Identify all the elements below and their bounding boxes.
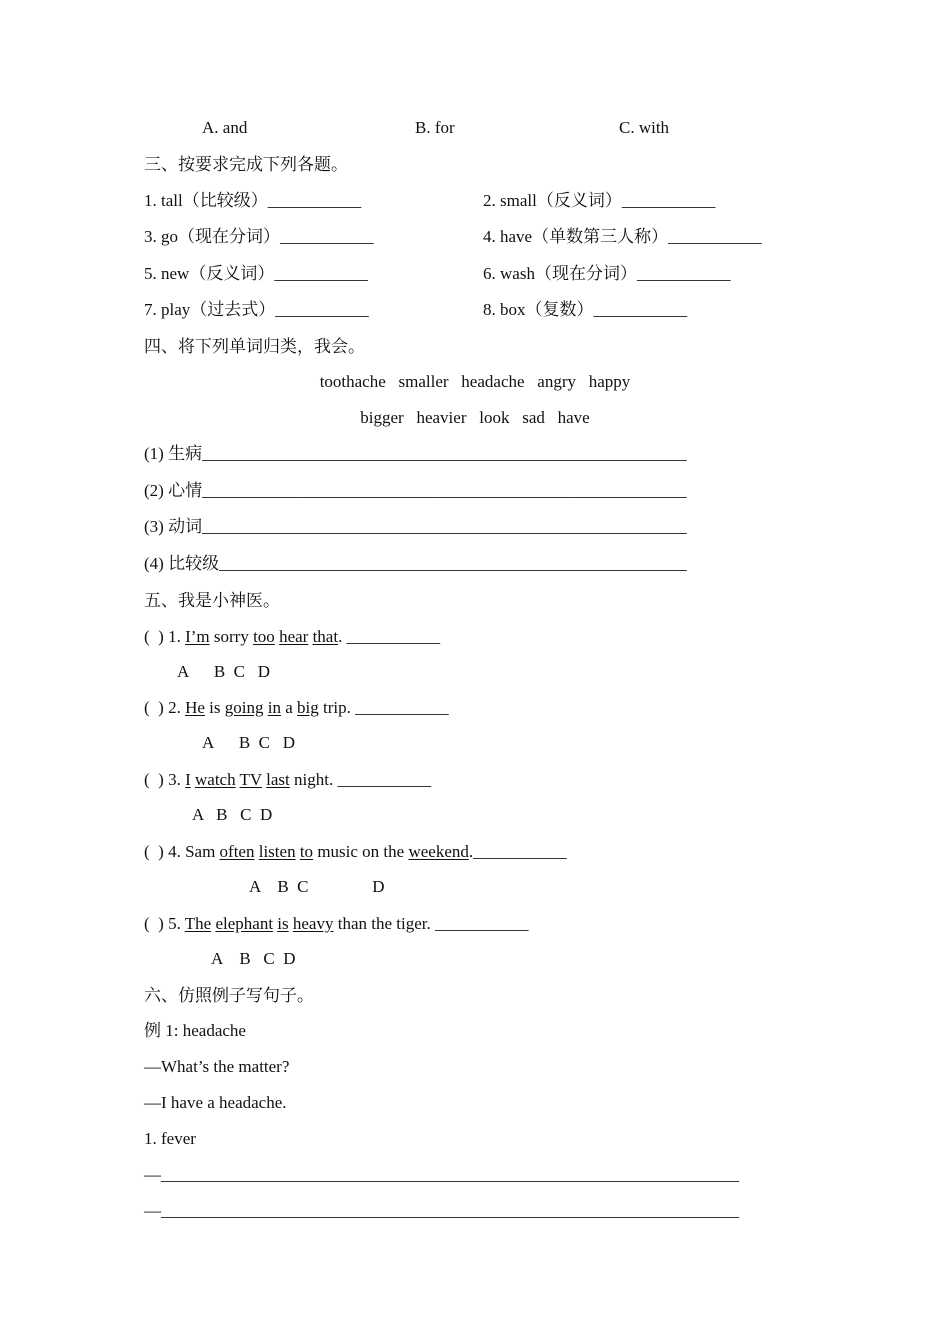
section6-title: 六、仿照例子写句子。 xyxy=(144,986,314,1005)
question-2-labels: A B C D xyxy=(202,733,296,752)
option-b: B. for xyxy=(415,118,455,137)
example-question: —What’s the matter? xyxy=(144,1057,290,1076)
section3-item-6: 6. wash（现在分词）___________ xyxy=(483,264,731,283)
word-bank-line-2: bigger heavier look sad have xyxy=(360,408,590,427)
category-comparative: (4) 比较级_______________________________________________________ xyxy=(144,554,687,573)
example-label: 例 1: headache xyxy=(144,1021,246,1040)
item-fever: 1. fever xyxy=(144,1129,196,1148)
section3-item-3: 3. go（现在分词）___________ xyxy=(144,227,374,246)
question-4-labels: A B C D xyxy=(249,877,385,896)
word-bank-line-1: toothache smaller headache angry happy xyxy=(319,372,631,391)
question-3: ( ) 3. I watch TV last night. ___________ xyxy=(144,770,431,789)
category-verb: (3) 动词_________________________________________________________ xyxy=(144,517,687,536)
question-3-labels: A B C D xyxy=(192,805,273,824)
section3-item-5: 5. new（反义词）___________ xyxy=(144,264,368,283)
answer-blank-2: —____________________________________________________________________ xyxy=(144,1201,739,1220)
section3-item-2: 2. small（反义词）___________ xyxy=(483,191,716,210)
option-a: A. and xyxy=(202,118,248,137)
section4-title: 四、将下列单词归类，我会。 xyxy=(144,337,365,356)
section3-title: 三、按要求完成下列各题。 xyxy=(144,155,348,174)
section5-title: 五、我是小神医。 xyxy=(144,591,280,610)
question-1-labels: A B C D xyxy=(177,662,271,681)
section3-item-7: 7. play（过去式）___________ xyxy=(144,300,369,319)
question-5: ( ) 5. The elephant is heavy than the tiger. ___________ xyxy=(144,914,529,933)
section3-item-8: 8. box（复数）___________ xyxy=(483,300,687,319)
example-answer: —I have a headache. xyxy=(144,1093,287,1112)
question-5-labels: A B C D xyxy=(211,949,296,968)
section3-item-1: 1. tall（比较级）___________ xyxy=(144,191,362,210)
category-mood: (2) 心情_________________________________________________________ xyxy=(144,481,687,500)
question-1: ( ) 1. I’m sorry too hear that. ___________ xyxy=(144,627,441,646)
option-c: C. with xyxy=(619,118,670,137)
section3-item-4: 4. have（单数第三人称）___________ xyxy=(483,227,762,246)
question-4: ( ) 4. Sam often listen to music on the weekend.___________ xyxy=(144,842,567,861)
answer-blank-1: —____________________________________________________________________ xyxy=(144,1165,739,1184)
question-2: ( ) 2. He is going in a big trip. ___________ xyxy=(144,698,449,717)
category-illness: (1) 生病_________________________________________________________ xyxy=(144,444,687,463)
